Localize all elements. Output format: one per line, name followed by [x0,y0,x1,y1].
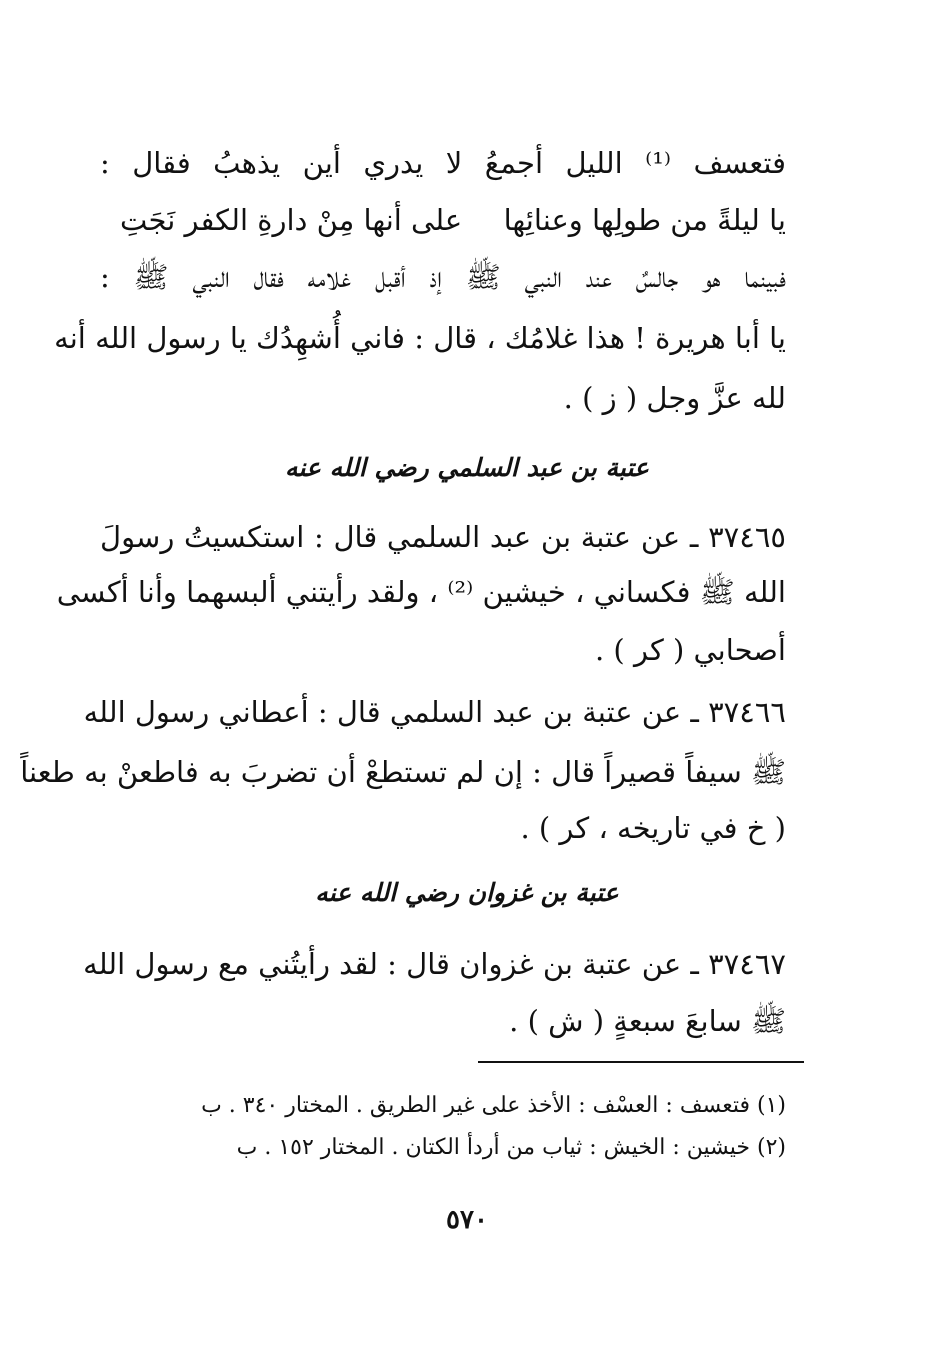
footnote-separator [478,1061,804,1063]
entry-37466-line-2: ﷺ سيفاً قصيراً قال : إن لم تستطعْ أن تضربَ به فاطعنْ به طعناً [20,755,786,789]
entry-37467-line-2: ﷺ سابعَ سبعةٍ ( ش ) . [509,1004,786,1038]
entry-37466-line-1: ٣٧٤٦٦ ـ عن عتبة بن عبد السلمي قال : أعطاني رسول الله [83,695,786,729]
entry-37466-line-3: ( خ في تاريخه ، كر ) . [520,811,786,845]
section-heading-2: عتبة بن غزوان رضي الله عنه [315,878,619,907]
entry-37467-line-1: ٣٧٤٦٧ ـ عن عتبة بن غزوان قال : لقد رأيتُني مع رسول الله [83,947,786,981]
intro-line-3: فبينما هو جالسٌ عند النبي ﷺ إذ أقبل غلامه فقال النبي ﷺ : [100,260,786,294]
intro-line-5: لله عزَّ وجل ( ز ) . [563,381,786,415]
footnote-1: (١) فتعسف : العسْف : الأخذ على غير الطريق . المختار ٣٤٠ . ب [201,1093,786,1118]
verse-first-hemistich: يا ليلةً من طولِها وعنائِها [503,203,786,237]
entry-37465-line-2: الله ﷺ فكساني ، خيشين ⁽²⁾ ، ولقد رأيتني ألبسهما وأنا أكسى [56,575,786,609]
intro-line-1: فتعسف ⁽¹⁾ الليل أجمعُ لا يدري أين يذهبُ فقال : [100,146,786,180]
entry-37465-line-1: ٣٧٤٦٥ ـ عن عتبة بن عبد السلمي قال : استكسيتُ رسولَ [100,520,786,554]
verse-second-hemistich: على أنها مِنْ دارةِ الكفر نَجَتِ [120,203,463,237]
section-heading-1: عتبة بن عبد السلمي رضي الله عنه [285,453,649,482]
poem-verse [120,200,786,240]
entry-37465-line-3: أصحابي ( كر ) . [594,633,786,667]
page-number: ٥٧٠ [446,1205,488,1235]
footnote-2: (٢) خيشين : الخيش : ثياب من أردأ الكتان . المختار ١٥٢ . ب [236,1135,786,1160]
intro-line-4: يا أبا هريرة ! هذا غلامُك ، قال : فاني أُشهِدُك يا رسول الله أنه [54,321,786,355]
